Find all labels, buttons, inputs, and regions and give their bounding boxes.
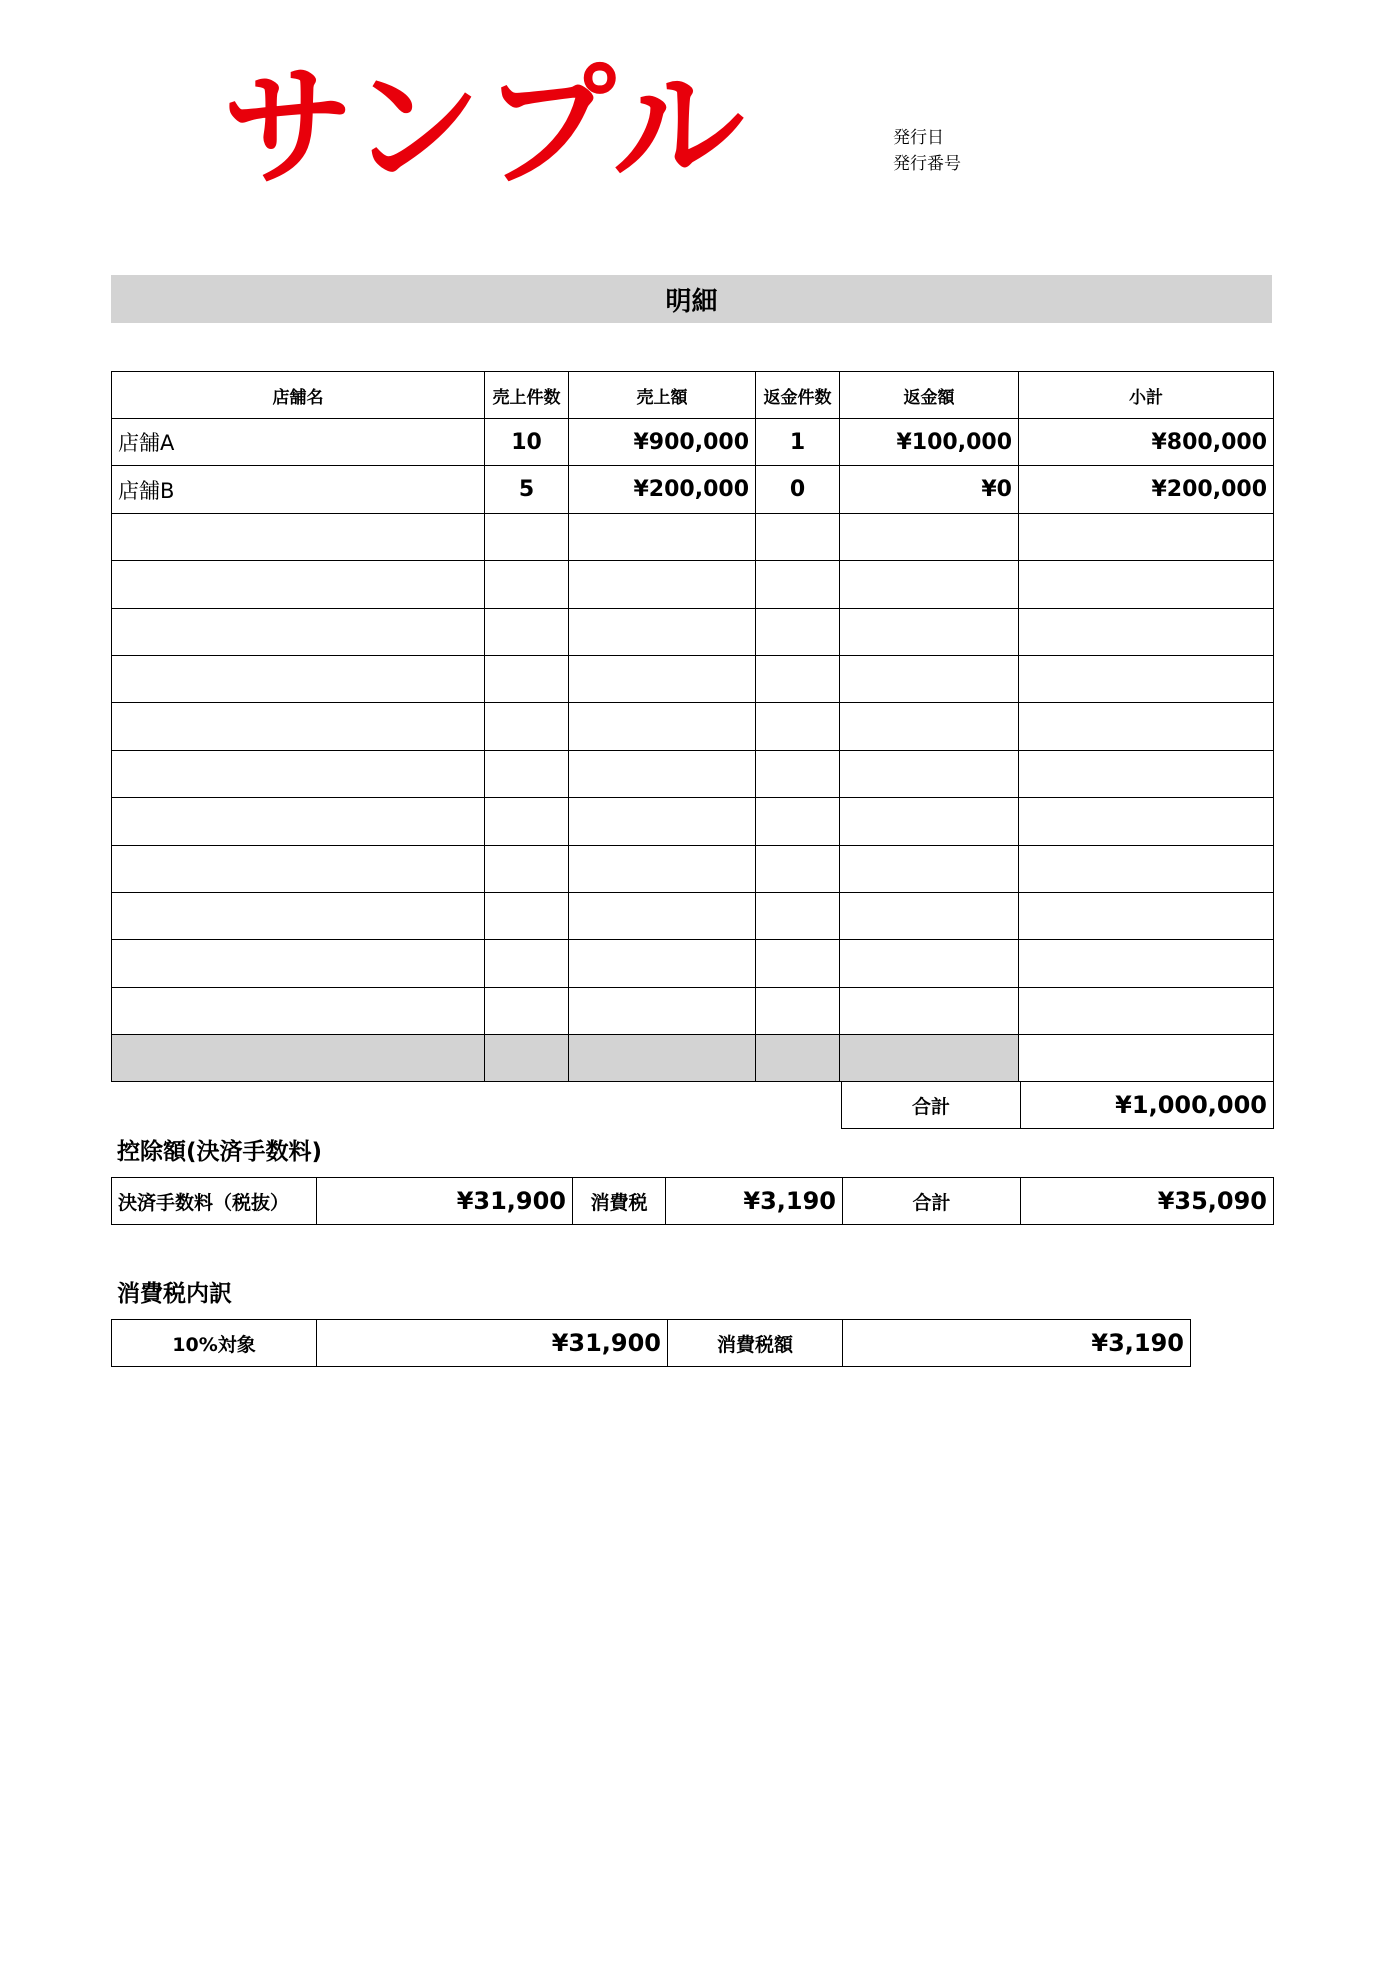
empty-row xyxy=(112,940,1274,987)
section-title-bar xyxy=(111,275,1272,323)
consumption-tax-label: 消費税 xyxy=(573,1178,666,1225)
refund-amount-cell: ¥0 xyxy=(840,466,1019,513)
section-title: 明細 xyxy=(665,286,718,317)
sales-count-cell: 5 xyxy=(485,466,569,513)
tax-breakdown-row xyxy=(112,1320,1191,1367)
issue-number-label: 発行番号 xyxy=(893,154,961,174)
col-refund-count: 返金件数 xyxy=(756,372,840,419)
grand-total-row xyxy=(842,1082,1274,1129)
empty-row xyxy=(112,892,1274,939)
table-row xyxy=(112,466,1274,513)
refund-count-cell: 1 xyxy=(756,419,840,466)
deduction-row xyxy=(112,1178,1274,1225)
fee-value: ¥31,900 xyxy=(317,1178,573,1225)
deduction-total-label: 合計 xyxy=(843,1178,1021,1225)
detail-table xyxy=(111,371,1274,1082)
empty-row xyxy=(112,845,1274,892)
deduction-total-value: ¥35,090 xyxy=(1021,1178,1274,1225)
subtotal-cell: ¥800,000 xyxy=(1019,419,1274,466)
col-sales-amount: 売上額 xyxy=(569,372,756,419)
sample-watermark: サンプル xyxy=(222,51,747,205)
grand-total-value: ¥1,000,000 xyxy=(1021,1082,1274,1129)
empty-row xyxy=(112,561,1274,608)
fee-label: 決済手数料（税抜） xyxy=(112,1178,317,1225)
tax-target-value: ¥31,900 xyxy=(317,1320,668,1367)
tax-breakdown-table xyxy=(111,1319,1191,1367)
grand-total-label: 合計 xyxy=(842,1082,1021,1129)
store-name-cell: 店舗A xyxy=(112,419,485,466)
col-subtotal: 小計 xyxy=(1019,372,1274,419)
refund-amount-cell: ¥100,000 xyxy=(840,419,1019,466)
tax-target-label: 10%対象 xyxy=(112,1320,317,1367)
deduction-heading: 控除額(決済手数料) xyxy=(117,1139,323,1165)
table-row xyxy=(112,419,1274,466)
detail-header-row xyxy=(112,372,1274,419)
consumption-tax-value: ¥3,190 xyxy=(666,1178,843,1225)
shaded-row xyxy=(112,1035,1274,1082)
tax-amount-label: 消費税額 xyxy=(668,1320,843,1367)
col-store-name: 店舗名 xyxy=(112,372,485,419)
deduction-table xyxy=(111,1177,1274,1225)
empty-row xyxy=(112,750,1274,797)
sales-count-cell: 10 xyxy=(485,419,569,466)
tax-amount-value: ¥3,190 xyxy=(843,1320,1191,1367)
store-name-cell: 店舗B xyxy=(112,466,485,513)
sales-amount-cell: ¥900,000 xyxy=(569,419,756,466)
empty-row xyxy=(112,608,1274,655)
grand-total-table xyxy=(841,1081,1274,1129)
empty-row xyxy=(112,655,1274,702)
tax-breakdown-heading: 消費税内訳 xyxy=(117,1281,232,1307)
empty-row xyxy=(112,987,1274,1034)
subtotal-cell: ¥200,000 xyxy=(1019,466,1274,513)
sales-amount-cell: ¥200,000 xyxy=(569,466,756,513)
refund-count-cell: 0 xyxy=(756,466,840,513)
col-refund-amount: 返金額 xyxy=(840,372,1019,419)
empty-row xyxy=(112,703,1274,750)
issue-date-label: 発行日 xyxy=(893,128,944,148)
col-sales-count: 売上件数 xyxy=(485,372,569,419)
empty-row xyxy=(112,798,1274,845)
empty-row xyxy=(112,513,1274,560)
